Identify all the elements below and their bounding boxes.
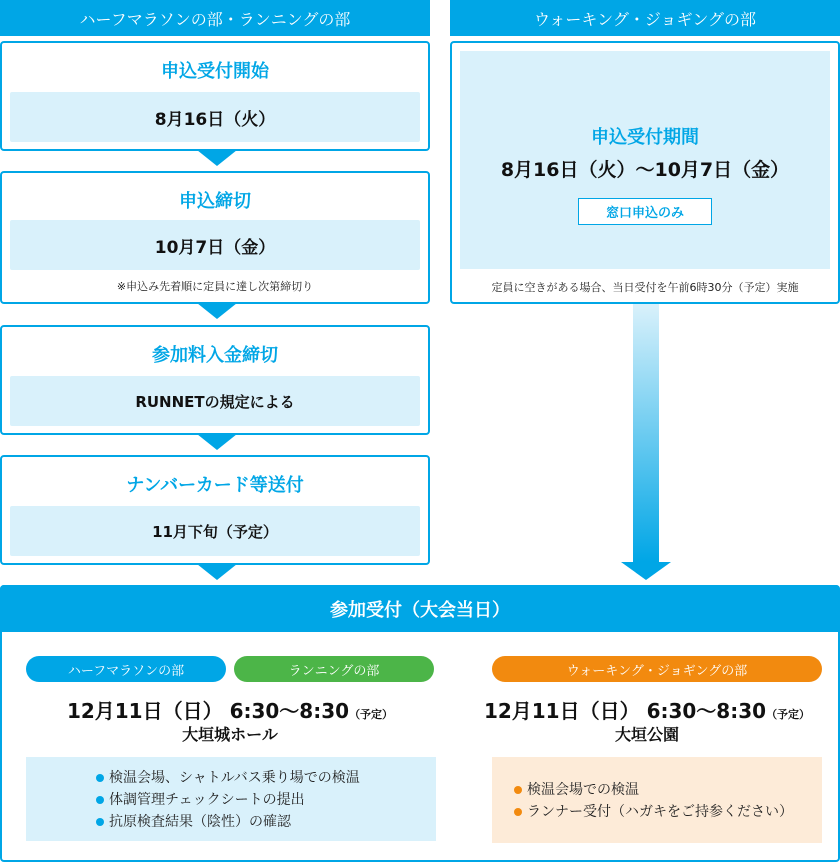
left-datetime-text: 12月11日（日） 6:30～8:30 (66, 699, 350, 723)
left-section-header-text: ハーフマラソンの部・ランニングの部 (79, 9, 351, 29)
step-number-card-delivery (0, 455, 430, 565)
right-datetime-text: 12月11日（日） 6:30～8:30 (483, 699, 767, 723)
step-application-start (0, 41, 430, 151)
left-section-header (0, 0, 430, 36)
down-arrow-icon (621, 562, 671, 580)
list-item: 検温会場、シャトルバス乗り場での検温 (96, 767, 436, 789)
bullet-icon (514, 786, 522, 794)
down-arrow-icon (197, 564, 237, 580)
step-note: ※申込み先着順に定員に達し次第締切り (116, 280, 314, 293)
left-checklist (26, 757, 436, 841)
bullet-icon (514, 808, 522, 816)
list-item: 抗原検査結果（陰性）の確認 (96, 811, 436, 833)
left-venue: 大垣城ホール (182, 725, 278, 744)
down-arrow-icon (197, 150, 237, 166)
step-application-deadline (0, 171, 430, 304)
list-item: ランナー受付（ハガキをご持参ください） (514, 801, 822, 823)
tag-walking-jogging: ウォーキング・ジョギングの部 (492, 656, 822, 682)
step-value: 8月16日（火） (10, 92, 420, 142)
right-section-header-text: ウォーキング・ジョギングの部 (533, 9, 757, 29)
tag-half-marathon: ハーフマラソンの部 (26, 656, 226, 682)
right-checklist (492, 757, 822, 843)
bullet-icon (96, 818, 104, 826)
right-datetime (452, 695, 840, 724)
right-section-header (450, 0, 840, 36)
step-title: 申込受付開始 (161, 61, 269, 82)
day-of-title-text: 参加受付（大会当日） (330, 599, 510, 621)
application-period-panel (460, 51, 830, 269)
right-venue: 大垣公園 (614, 725, 679, 744)
left-datetime (26, 695, 434, 724)
bullet-icon (96, 774, 104, 782)
day-of-title (0, 585, 840, 632)
counter-only-badge: 窓口申込のみ (578, 198, 712, 225)
application-period-title: 申込受付期間 (591, 127, 699, 148)
step-title: ナンバーカード等送付 (126, 475, 304, 496)
down-arrow-icon (197, 434, 237, 450)
step-value: RUNNETの規定による (10, 376, 420, 426)
step-title: 参加料入金締切 (152, 345, 278, 366)
step-payment-deadline (0, 325, 430, 435)
bullet-icon (96, 796, 104, 804)
step-title: 申込締切 (179, 191, 251, 212)
step-value: 10月7日（金） (10, 220, 420, 270)
application-period-dates: 8月16日（火）～10月7日（金） (500, 159, 790, 181)
list-item: 検温会場での検温 (514, 779, 822, 801)
same-day-note: 定員に空きがある場合、当日受付を午前6時30分（予定）実施 (491, 281, 799, 294)
left-datetime-suffix: （予定） (349, 708, 394, 721)
walking-application-box (450, 41, 840, 304)
list-item: 体調管理チェックシートの提出 (96, 789, 436, 811)
tag-running: ランニングの部 (234, 656, 434, 682)
long-arrow-shaft (633, 304, 659, 562)
step-value: 11月下旬（予定） (10, 506, 420, 556)
down-arrow-icon (197, 303, 237, 319)
day-of-registration-box (0, 585, 840, 862)
right-datetime-suffix: （予定） (766, 708, 811, 721)
